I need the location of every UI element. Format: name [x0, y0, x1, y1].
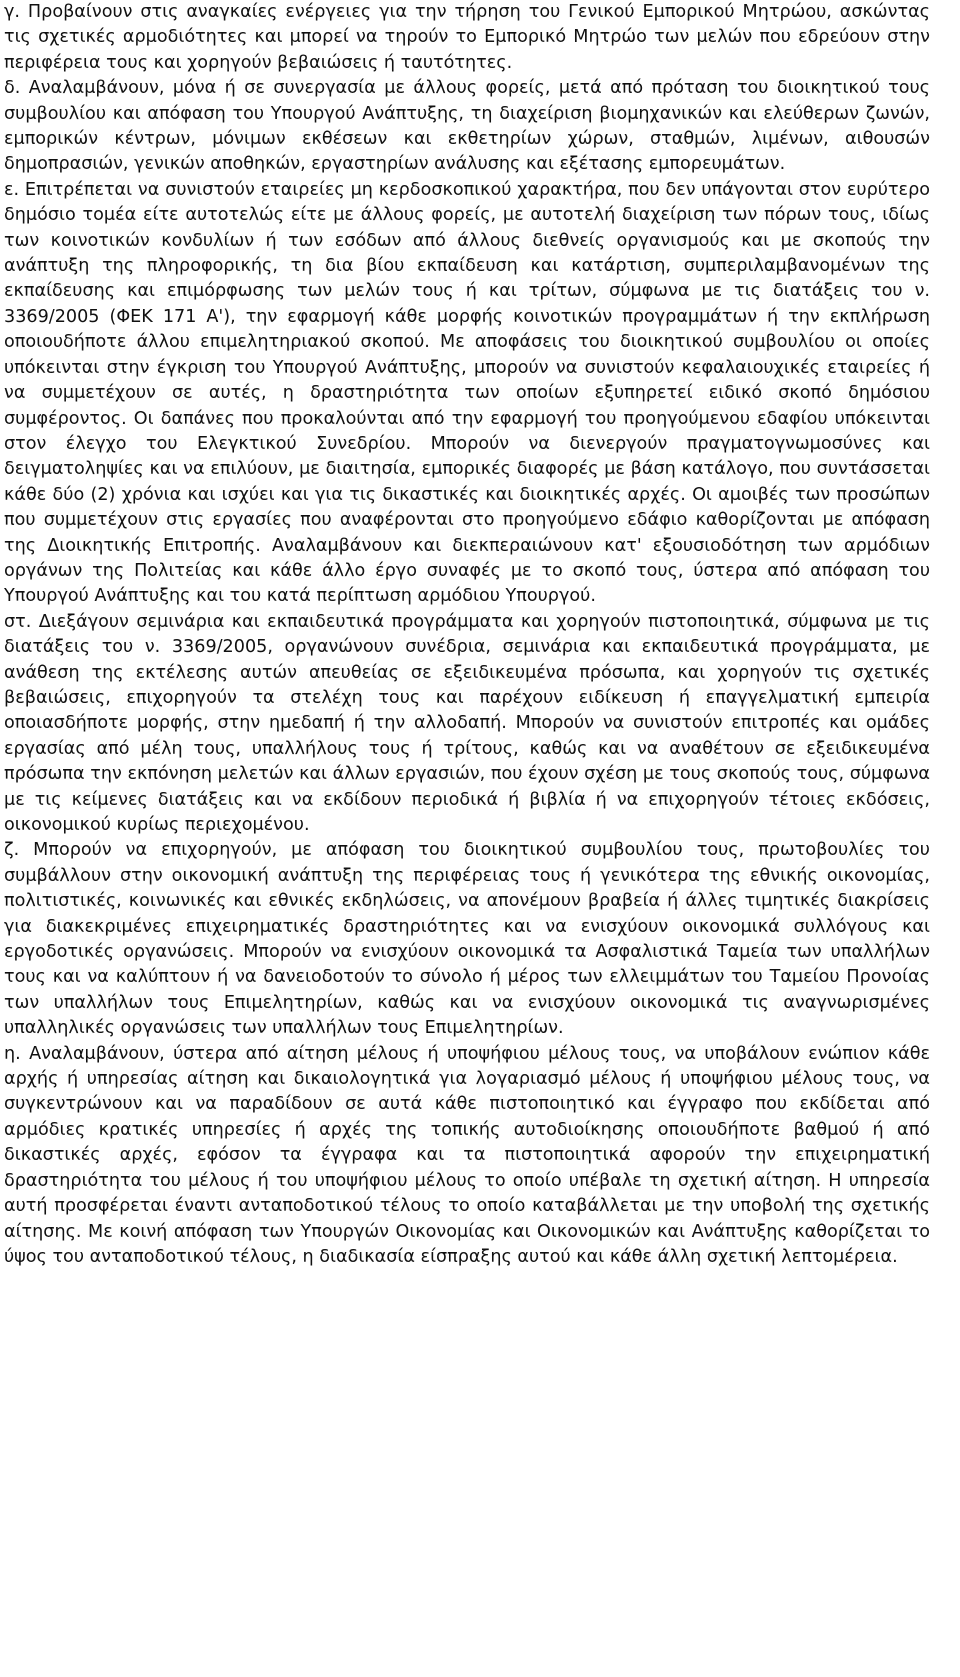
paragraph-eta: η. Αναλαμβάνουν, ύστερα από αίτηση μέλους ή υποψήφιου μέλους τους, να υποβάλουν ενώπιον κάθε αρχής ή υπηρεσίας αίτηση και δικαιολογητικά για λογαριασμό μέλους ή υποψήφιου μέλους τους, να συγκεντρώνουν και να παραδίδουν σε αυτά κάθε πιστοποιητικό και έγγραφο που εκδίδεται από αρμόδιες κρατικές υπηρεσίες ή αρχές της τοπικής αυτοδιοίκησης οποιουδήποτε βαθμού ή από δικαστικές αρχές, εφόσον τα έγγραφα και τα πιστοποιητικά αφορούν την επιχειρηματική δραστηριότητα του μέλους ή του υποψήφιου μέλους το οποίο υπέβαλε τη σχετική αίτηση. Η υπηρεσία αυτή προσφέρεται έναντι ανταποδοτικού τέλους το οποίο καταβάλλεται με την υποβολή της σχετικής αίτησης. Με κοινή απόφαση των Υπουργών Οικονομίας και Οικονομικών και Ανάπτυξης καθορίζεται το ύψος του ανταποδοτικού τέλους, η διαδικασία είσπραξης αυτού και κάθε άλλη σχετική λεπτομέρεια. [4, 1043, 930, 1267]
paragraph-delta: δ. Αναλαμβάνουν, μόνα ή σε συνεργασία με άλλους φορείς, μετά από πρόταση του διοικητικού τους συμβουλίου και απόφαση του Υπουργού Ανάπτυξης, τη διαχείριση βιομηχανικών και ελεύθερων ζωνών, εμπορικών κέντρων, μόνιμων εκθέσεων και εκθετηρίων χώρων, σταθμών, λιμένων, αιθουσών δημοπρασιών, γενικών αποθηκών, εργαστηρίων ανάλυσης και εξέτασης εμπορευμάτων. [4, 78, 930, 175]
paragraph-gamma: γ. Προβαίνουν στις αναγκαίες ενέργειες για την τήρηση του Γενικού Εμπορικού Μητρώου, ασκώντας τις σχετικές αρμοδιότητες και μπορεί να τηρούν το Εμπορικό Μητρώο των μελών που εδρεύουν στην περιφέρεια τους και χορηγούν βεβαιώσεις ή ταυτότητες. [4, 2, 930, 73]
paragraph-epsilon: ε. Επιτρέπεται να συνιστούν εταιρείες μη κερδοσκοπικού χαρακτήρα, που δεν υπάγονται στον ευρύτερο δημόσιο τομέα είτε αυτοτελώς είτε με άλλους φορείς, με αυτοτελή διαχείριση των πόρων τους, ιδίως των κοινοτικών κονδυλίων ή των εσόδων από άλλους διεθνείς οργανισμούς και με σκοπούς την ανάπτυξη της πληροφορικής, τη δια βίου εκπαίδευση και κατάρτιση, συμπεριλαμβανομένων της εκπαίδευσης και επιμόρφωσης των μελών τους ή και τρίτων, σύμφωνα με τις διατάξεις του ν. 3369/2005 (ΦΕΚ 171 Α'), την εφαρμογή κάθε μορφής κοινοτικών προγραμμάτων ή την εκπλήρωση οποιουδήποτε άλλου επιμελητηριακού σκοπού. Με αποφάσεις του διοικητικού συμβουλίου οι οποίες υπόκεινται στην έγκριση του Υπουργού Ανάπτυξης, μπορούν να συνιστούν κεφαλαιουχικές εταιρείες ή να συμμετέχουν σε αυτές, η δραστηριότητα των οποίων εξυπηρετεί ειδικό σκοπό δημόσιου συμφέροντος. Οι δαπάνες που προκαλούνται από την εφαρμογή του προηγούμενου εδαφίου υπόκεινται στον έλεγχο του Ελεγκτικού Συνεδρίου. Μπορούν να διενεργούν πραγματογνωμοσύνες και δειγματοληψίες και να επιλύουν, με διαιτησία, εμπορικές διαφορές με βάση κατάλογο, που συντάσσεται κάθε δύο (2) χρόνια και ισχύει και για τις δικαστικές και διοικητικές αρχές. Οι αμοιβές των προσώπων που συμμετέχουν στις εργασίες που αναφέρονται στο προηγούμενο εδάφιο καθορίζονται με απόφαση της Διοικητικής Επιτροπής. Αναλαμβάνουν και διεκπεραιώνουν κατ' εξουσιοδότηση των αρμόδιων οργάνων της Πολιτείας και κάθε άλλο έργο συναφές με το σκοπό τους, ύστερα από απόφαση του Υπουργού Ανάπτυξης και του κατά περίπτωση αρμόδιου Υπουργού. [4, 179, 930, 607]
paragraph-stigma: στ. Διεξάγουν σεμινάρια και εκπαιδευτικά προγράμματα και χορηγούν πιστοποιητικά, σύμφωνα με τις διατάξεις του ν. 3369/2005, οργανώνουν συνέδρια, σεμινάρια και εκπαιδευτικά προγράμματα, με ανάθεση της εκτέλεσης αυτών απευθείας σε εξειδικευμένα πρόσωπα, και χορηγούν τις σχετικές βεβαιώσεις, επιχορηγούν τα στελέχη τους και παρέχουν ειδίκευση ή επαγγελματική εμπειρία οποιασδήποτε μορφής, στην ημεδαπή ή την αλλοδαπή. Μπορούν να συνιστούν επιτροπές και ομάδες εργασίας από μέλη τους, υπαλλήλους τους ή τρίτους, καθώς και να αναθέτουν σε εξειδικευμένα πρόσωπα την εκπόνηση μελετών και άλλων εργασιών, που έχουν σχέση με τους σκοπούς τους, σύμφωνα με τις κείμενες διατάξεις και να εκδίδουν περιοδικά ή βιβλία ή να επιχορηγούν τέτοιες εκδόσεις, οικονομικού κυρίως περιεχομένου. [4, 611, 930, 835]
paragraph-zeta: ζ. Μπορούν να επιχορηγούν, με απόφαση του διοικητικού συμβουλίου τους, πρωτοβουλίες του συμβάλλουν στην οικονομική ανάπτυξη της περιφέρειας τους ή γενικότερα της εθνικής οικονομίας, πολιτιστικές, κοινωνικές και εθνικές εκδηλώσεις, να απονέμουν βραβεία ή άλλες τιμητικές διακρίσεις για διακεκριμένες επιχειρηματικές δραστηριότητες και να ενισχύουν οικονομικά συλλόγους και εργοδοτικές οργανώσεις. Μπορούν να ενισχύουν οικονομικά τα Ασφαλιστικά Ταμεία των υπαλλήλων τους και να καλύπτουν ή να δανειοδοτούν το σύνολο ή μέρος των ελλειμμάτων του Ταμείου Προνοίας των υπαλλήλων τους Επιμελητηρίων, καθώς και να ενισχύουν οικονομικά τις αναγνωρισμένες υπαλληλικές οργανώσεις των υπαλλήλων τους Επιμελητηρίων. [4, 840, 930, 1039]
